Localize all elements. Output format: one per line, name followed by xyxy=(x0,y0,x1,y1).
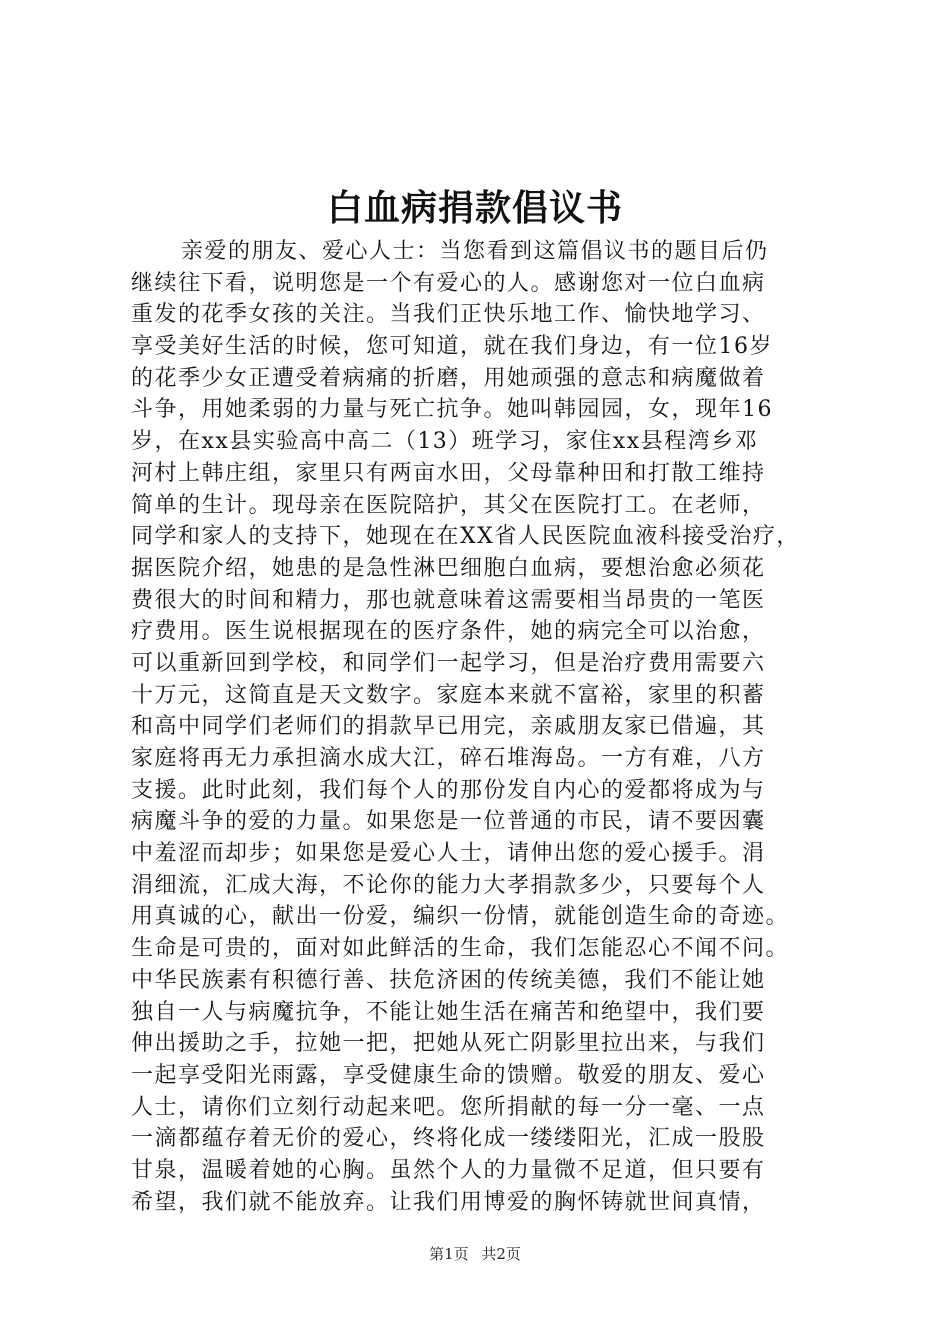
body-line: 据医院介绍，她患的是急性淋巴细胞白血病，要想治愈必须花 xyxy=(131,555,766,581)
body-line: 病魔斗争的爱的力量。如果您是一位普通的市民，请不要因囊 xyxy=(131,809,766,835)
body-line: 斗争，用她柔弱的力量与死亡抗争。她叫韩园园，女，现年16 xyxy=(131,397,773,423)
body-line: 用真诚的心，献出一份爱，编织一份情，就能创造生命的奇迹。 xyxy=(131,904,790,930)
body-line: 一滴都蕴存着无价的爱心，终将化成一缕缕阳光，汇成一股股 xyxy=(131,1126,766,1152)
body-line: 伸出援助之手，拉她一把，把她从死亡阴影里拉出来，与我们 xyxy=(131,1031,766,1057)
body-line: 生命是可贵的，面对如此鲜活的生命，我们怎能忍心不闻不问。 xyxy=(131,936,790,962)
body-line: 和高中同学们老师们的捐款早已用完，亲戚朋友家已借遍，其 xyxy=(131,714,766,740)
body-line: 费很大的时间和精力，那也就意味着这需要相当昂贵的一笔医 xyxy=(131,587,766,613)
body-line: 甘泉，温暖着她的心胸。虽然个人的力量微不足道，但只要有 xyxy=(131,1157,766,1183)
body-line: 重发的花季女孩的关注。当我们正快乐地工作、愉快地学习、 xyxy=(131,302,766,328)
body-line: 疗费用。医生说根据现在的医疗条件，她的病完全可以治愈， xyxy=(131,619,766,645)
body-line: 同学和家人的支持下，她现在在XX省人民医院血液科接受治疗， xyxy=(131,524,800,550)
body-line: 支援。此时此刻，我们每个人的那份发自内心的爱都将成为与 xyxy=(131,777,766,803)
body-line: 岁，在xx县实验高中高二（13）班学习，家住xx县程湾乡邓 xyxy=(131,429,759,455)
body-line: 一起享受阳光雨露，享受健康生命的馈赠。敬爱的朋友、爱心 xyxy=(131,1062,766,1088)
body-line: 简单的生计。现母亲在医院陪护，其父在医院打工。在老师， xyxy=(131,492,766,518)
body-line: 河村上韩庄组，家里只有两亩水田，父母靠种田和打散工维持 xyxy=(131,460,766,486)
body-line: 可以重新回到学校，和同学们一起学习，但是治疗费用需要六 xyxy=(131,650,766,676)
body-line: 希望，我们就不能放弃。让我们用博爱的胸怀铸就世间真情， xyxy=(131,1189,766,1215)
body-line: 亲爱的朋友、爱心人士：当您看到这篇倡议书的题目后仍 xyxy=(181,239,769,264)
body-line: 享受美好生活的时候，您可知道，就在我们身边，有一位16岁 xyxy=(131,334,773,360)
page-number: 第1页 xyxy=(429,1245,469,1263)
body-line: 的花季少女正遭受着病痛的折磨，用她顽强的意志和病魔做着 xyxy=(131,365,766,391)
page-footer xyxy=(0,1244,950,1264)
body-line: 继续往下看，说明您是一个有爱心的人。感谢您对一位白血病 xyxy=(131,270,766,296)
document-title: 白血病捐款倡议书 xyxy=(326,187,623,229)
page-total: 共2页 xyxy=(481,1245,521,1263)
body-line: 人士，请你们立刻行动起来吧。您所捐献的每一分一毫、一点 xyxy=(131,1094,766,1120)
body-line: 涓细流，汇成大海，不论你的能力大孝捐款多少，只要每个人 xyxy=(131,872,766,898)
body-line: 十万元，这简直是天文数字。家庭本来就不富裕，家里的积蓄 xyxy=(131,682,766,708)
document-body xyxy=(131,236,831,1218)
body-line: 家庭将再无力承担滴水成大江，碎石堆海岛。一方有难，八方 xyxy=(131,746,766,771)
body-line: 独自一人与病魔抗争，不能让她生活在痛苦和绝望中，我们要 xyxy=(131,999,766,1025)
body-line: 中华民族素有积德行善、扶危济困的传统美德，我们不能让她 xyxy=(131,967,766,993)
body-line: 中羞涩而却步；如果您是爱心人士，请伸出您的爱心援手。涓 xyxy=(131,841,766,867)
